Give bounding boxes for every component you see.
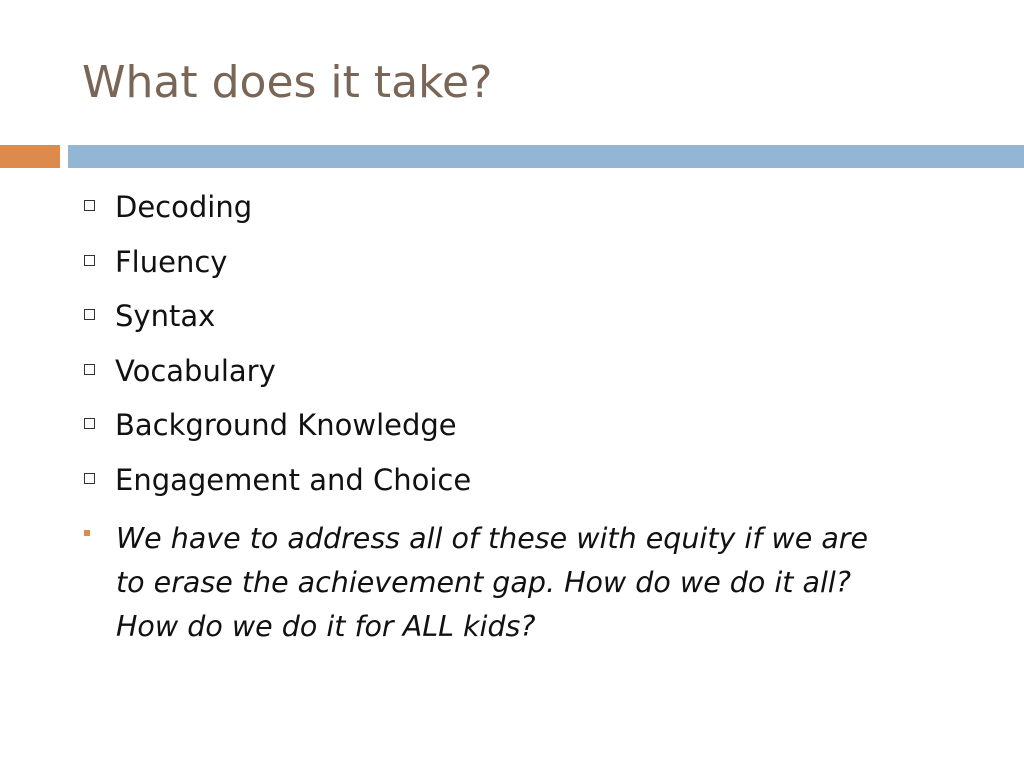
bullet-label: Engagement and Choice [115,462,472,497]
bullet-list [80,180,980,649]
note-line: We have to address all of these with equity if we are [116,522,869,555]
checkbox-square-icon [84,473,95,484]
bullet-label: Decoding [115,190,253,224]
checkbox-square-icon [84,255,95,266]
list-item [80,398,980,453]
bullet-label: Fluency [115,244,228,279]
checkbox-square-icon [84,309,95,320]
checkbox-square-icon [84,418,95,429]
title-accent-bar-blue [68,145,1024,168]
slide-title: What does it take? [82,57,493,108]
bullet-label: Syntax [115,299,216,333]
list-item [80,289,980,344]
checkbox-square-icon [84,200,95,211]
list-item [80,180,980,235]
note-line: How do we do it for ALL kids? [116,610,536,643]
bullet-label: Vocabulary [115,353,276,388]
list-item [80,344,980,399]
note-line: to erase the achievement gap. How do we do it all? [116,566,851,599]
note-item [80,507,980,649]
square-bullet-icon [84,530,90,536]
title-accent-bar-orange [0,145,60,168]
checkbox-square-icon [84,364,95,375]
list-item [80,235,980,290]
bullet-label: Background Knowledge [115,408,457,442]
note-text [116,517,976,649]
list-item [80,453,980,508]
